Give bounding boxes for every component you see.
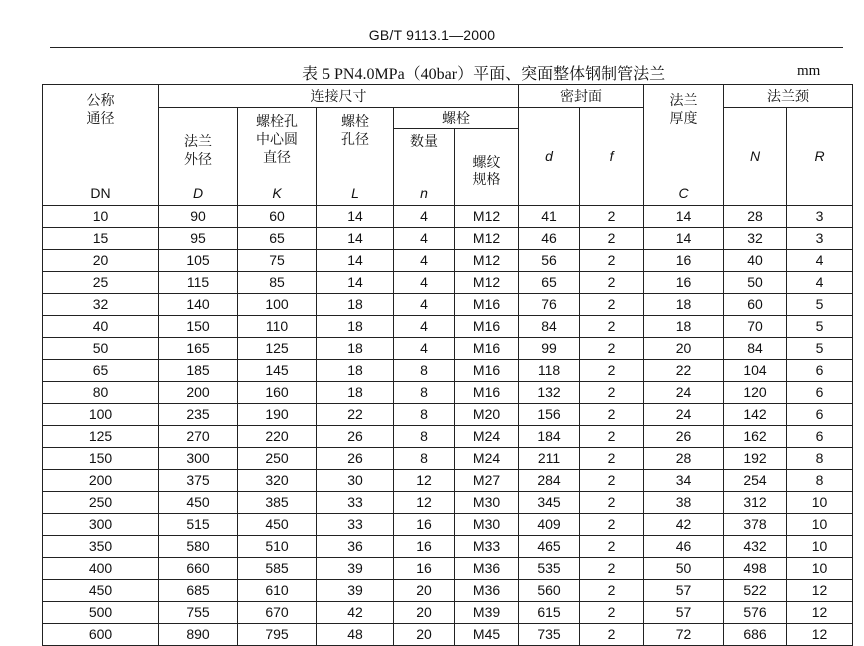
cell-neck-r: 12 <box>787 624 853 646</box>
cell-bolt-circle: 510 <box>238 536 317 558</box>
cell-neck-n: 498 <box>724 558 787 580</box>
cell-seal-d: 465 <box>519 536 580 558</box>
cell-neck-n: 522 <box>724 580 787 602</box>
cell-seal-f: 2 <box>580 492 644 514</box>
cell-bolt-hole: 33 <box>317 492 394 514</box>
cell-dn: 200 <box>43 470 159 492</box>
cell-flange-thickness: 72 <box>644 624 724 646</box>
cell-bolt-quantity: 8 <box>394 448 455 470</box>
cell-seal-f: 2 <box>580 602 644 624</box>
header-outer-diameter-symbol: D <box>192 185 204 202</box>
table-row <box>43 558 853 580</box>
table-row <box>43 338 853 360</box>
cell-bolt-circle: 385 <box>238 492 317 514</box>
header-sealing-face: 密封面 <box>519 85 644 108</box>
cell-neck-r: 10 <box>787 514 853 536</box>
cell-dn: 40 <box>43 316 159 338</box>
cell-bolt-quantity: 16 <box>394 514 455 536</box>
cell-bolt-hole: 14 <box>317 206 394 228</box>
cell-dn: 50 <box>43 338 159 360</box>
unit-label: mm <box>797 63 821 79</box>
cell-outer-diameter: 95 <box>159 228 238 250</box>
header-bolt-quantity <box>394 129 455 206</box>
cell-outer-diameter: 685 <box>159 580 238 602</box>
cell-bolt-hole: 18 <box>317 360 394 382</box>
cell-neck-r: 10 <box>787 492 853 514</box>
cell-seal-f: 2 <box>580 338 644 360</box>
cell-bolt-hole: 30 <box>317 470 394 492</box>
cell-bolt-hole: 14 <box>317 272 394 294</box>
cell-dn: 300 <box>43 514 159 536</box>
cell-bolt-hole: 36 <box>317 536 394 558</box>
cell-bolt-quantity: 4 <box>394 250 455 272</box>
table-caption: 表 5 PN4.0MPa（40bar）平面、突面整体钢制管法兰 <box>302 66 666 83</box>
cell-bolt-circle: 610 <box>238 580 317 602</box>
cell-bolt-hole: 18 <box>317 316 394 338</box>
cell-seal-d: 84 <box>519 316 580 338</box>
cell-neck-n: 60 <box>724 294 787 316</box>
header-bolt-hole-symbol: L <box>351 185 359 202</box>
cell-bolt-quantity: 16 <box>394 536 455 558</box>
cell-seal-d: 211 <box>519 448 580 470</box>
cell-neck-n: 84 <box>724 338 787 360</box>
cell-neck-r: 6 <box>787 382 853 404</box>
cell-bolt-circle: 795 <box>238 624 317 646</box>
header-flange-neck: 法兰颈 <box>724 85 853 108</box>
cell-flange-thickness: 16 <box>644 272 724 294</box>
cell-neck-r: 4 <box>787 272 853 294</box>
header-seal-f: f <box>580 108 644 206</box>
cell-bolt-hole: 14 <box>317 228 394 250</box>
document-header: GB/T 9113.1—2000 <box>368 27 496 43</box>
cell-flange-thickness: 18 <box>644 294 724 316</box>
cell-seal-d: 615 <box>519 602 580 624</box>
cell-neck-r: 8 <box>787 470 853 492</box>
cell-seal-f: 2 <box>580 624 644 646</box>
cell-bolt-quantity: 4 <box>394 272 455 294</box>
cell-outer-diameter: 580 <box>159 536 238 558</box>
cell-outer-diameter: 115 <box>159 272 238 294</box>
cell-dn: 10 <box>43 206 159 228</box>
header-flange-thickness <box>644 85 724 206</box>
table-row <box>43 426 853 448</box>
cell-outer-diameter: 200 <box>159 382 238 404</box>
cell-seal-f: 2 <box>580 448 644 470</box>
cell-seal-d: 56 <box>519 250 580 272</box>
cell-flange-thickness: 18 <box>644 316 724 338</box>
header-outer-diameter <box>159 108 238 206</box>
table-row <box>43 470 853 492</box>
cell-bolt-quantity: 8 <box>394 382 455 404</box>
cell-dn: 600 <box>43 624 159 646</box>
header-seal-d: d <box>519 108 580 206</box>
cell-flange-thickness: 57 <box>644 580 724 602</box>
cell-bolt-hole: 18 <box>317 382 394 404</box>
cell-bolt-circle: 125 <box>238 338 317 360</box>
cell-flange-thickness: 24 <box>644 404 724 426</box>
cell-bolt-quantity: 12 <box>394 470 455 492</box>
table-row <box>43 294 853 316</box>
header-nominal-symbol: DN <box>90 185 111 202</box>
cell-dn: 500 <box>43 602 159 624</box>
header-neck-n: N <box>724 108 787 206</box>
cell-bolt-circle: 190 <box>238 404 317 426</box>
cell-neck-n: 120 <box>724 382 787 404</box>
table-row <box>43 514 853 536</box>
header-bolt-quantity-symbol: n <box>420 185 428 202</box>
cell-bolt-circle: 110 <box>238 316 317 338</box>
cell-dn: 400 <box>43 558 159 580</box>
cell-bolt-quantity: 4 <box>394 316 455 338</box>
cell-bolt-circle: 670 <box>238 602 317 624</box>
table-row <box>43 404 853 426</box>
cell-flange-thickness: 50 <box>644 558 724 580</box>
cell-bolt-hole: 33 <box>317 514 394 536</box>
table-row <box>43 206 853 228</box>
cell-seal-f: 2 <box>580 426 644 448</box>
cell-thread-spec: M12 <box>455 228 519 250</box>
cell-seal-d: 99 <box>519 338 580 360</box>
header-nominal-label: 公称 通径 <box>86 92 115 127</box>
cell-dn: 450 <box>43 580 159 602</box>
cell-bolt-quantity: 4 <box>394 206 455 228</box>
cell-neck-n: 686 <box>724 624 787 646</box>
cell-outer-diameter: 235 <box>159 404 238 426</box>
cell-thread-spec: M45 <box>455 624 519 646</box>
header-bolt-quantity-label: 数量 <box>410 133 438 149</box>
cell-dn: 80 <box>43 382 159 404</box>
cell-outer-diameter: 755 <box>159 602 238 624</box>
cell-neck-n: 28 <box>724 206 787 228</box>
cell-bolt-quantity: 8 <box>394 426 455 448</box>
cell-seal-f: 2 <box>580 470 644 492</box>
cell-flange-thickness: 26 <box>644 426 724 448</box>
cell-seal-d: 560 <box>519 580 580 602</box>
header-flange-thickness-symbol: C <box>678 185 689 202</box>
cell-flange-thickness: 38 <box>644 492 724 514</box>
cell-bolt-hole: 39 <box>317 580 394 602</box>
cell-bolt-circle: 450 <box>238 514 317 536</box>
cell-thread-spec: M12 <box>455 250 519 272</box>
cell-neck-n: 378 <box>724 514 787 536</box>
cell-outer-diameter: 660 <box>159 558 238 580</box>
cell-outer-diameter: 165 <box>159 338 238 360</box>
header-bolt-circle <box>238 108 317 206</box>
cell-thread-spec: M30 <box>455 492 519 514</box>
cell-seal-d: 46 <box>519 228 580 250</box>
cell-bolt-circle: 75 <box>238 250 317 272</box>
cell-neck-r: 6 <box>787 426 853 448</box>
table-row <box>43 536 853 558</box>
cell-outer-diameter: 150 <box>159 316 238 338</box>
cell-bolt-circle: 160 <box>238 382 317 404</box>
cell-seal-d: 184 <box>519 426 580 448</box>
cell-bolt-hole: 26 <box>317 448 394 470</box>
cell-flange-thickness: 34 <box>644 470 724 492</box>
cell-seal-d: 345 <box>519 492 580 514</box>
cell-bolt-hole: 18 <box>317 294 394 316</box>
table-row <box>43 382 853 404</box>
cell-bolt-circle: 85 <box>238 272 317 294</box>
cell-seal-f: 2 <box>580 294 644 316</box>
cell-outer-diameter: 90 <box>159 206 238 228</box>
cell-outer-diameter: 300 <box>159 448 238 470</box>
cell-thread-spec: M12 <box>455 206 519 228</box>
table-row <box>43 492 853 514</box>
cell-neck-r: 5 <box>787 294 853 316</box>
cell-dn: 20 <box>43 250 159 272</box>
header-connection-dimensions: 连接尺寸 <box>159 85 519 108</box>
flange-dimension-table <box>42 84 853 646</box>
cell-seal-d: 535 <box>519 558 580 580</box>
cell-flange-thickness: 42 <box>644 514 724 536</box>
cell-bolt-circle: 65 <box>238 228 317 250</box>
cell-seal-d: 76 <box>519 294 580 316</box>
cell-bolt-hole: 14 <box>317 250 394 272</box>
cell-thread-spec: M20 <box>455 404 519 426</box>
cell-outer-diameter: 140 <box>159 294 238 316</box>
cell-neck-r: 12 <box>787 602 853 624</box>
cell-bolt-quantity: 8 <box>394 404 455 426</box>
cell-neck-n: 142 <box>724 404 787 426</box>
cell-dn: 65 <box>43 360 159 382</box>
cell-seal-f: 2 <box>580 536 644 558</box>
header-thread-spec: 螺纹 规格 <box>455 129 519 206</box>
cell-dn: 25 <box>43 272 159 294</box>
cell-neck-r: 5 <box>787 338 853 360</box>
cell-thread-spec: M30 <box>455 514 519 536</box>
header-bolt-circle-symbol: K <box>272 185 282 202</box>
cell-flange-thickness: 14 <box>644 206 724 228</box>
cell-bolt-quantity: 20 <box>394 580 455 602</box>
cell-neck-n: 50 <box>724 272 787 294</box>
cell-seal-f: 2 <box>580 250 644 272</box>
cell-seal-d: 41 <box>519 206 580 228</box>
cell-neck-n: 312 <box>724 492 787 514</box>
cell-neck-n: 32 <box>724 228 787 250</box>
cell-dn: 15 <box>43 228 159 250</box>
cell-outer-diameter: 890 <box>159 624 238 646</box>
cell-thread-spec: M16 <box>455 338 519 360</box>
cell-seal-f: 2 <box>580 514 644 536</box>
cell-bolt-quantity: 8 <box>394 360 455 382</box>
cell-flange-thickness: 28 <box>644 448 724 470</box>
cell-flange-thickness: 22 <box>644 360 724 382</box>
table-row <box>43 228 853 250</box>
cell-thread-spec: M39 <box>455 602 519 624</box>
cell-bolt-circle: 100 <box>238 294 317 316</box>
header-rule <box>50 47 843 48</box>
cell-bolt-quantity: 4 <box>394 338 455 360</box>
cell-neck-r: 12 <box>787 580 853 602</box>
cell-neck-n: 162 <box>724 426 787 448</box>
cell-seal-d: 284 <box>519 470 580 492</box>
cell-neck-r: 10 <box>787 536 853 558</box>
cell-bolt-hole: 39 <box>317 558 394 580</box>
header-bolt-hole <box>317 108 394 206</box>
cell-seal-f: 2 <box>580 404 644 426</box>
cell-bolt-circle: 60 <box>238 206 317 228</box>
header-bolt-circle-label: 螺栓孔 中心圆 直径 <box>256 113 298 166</box>
cell-dn: 150 <box>43 448 159 470</box>
cell-bolt-circle: 250 <box>238 448 317 470</box>
cell-seal-d: 409 <box>519 514 580 536</box>
cell-flange-thickness: 24 <box>644 382 724 404</box>
cell-seal-f: 2 <box>580 558 644 580</box>
cell-thread-spec: M16 <box>455 316 519 338</box>
cell-thread-spec: M16 <box>455 294 519 316</box>
header-nominal-diameter <box>43 85 159 206</box>
header-neck-r: R <box>787 108 853 206</box>
cell-bolt-quantity: 20 <box>394 602 455 624</box>
cell-seal-f: 2 <box>580 228 644 250</box>
cell-bolt-quantity: 12 <box>394 492 455 514</box>
cell-neck-r: 3 <box>787 228 853 250</box>
cell-outer-diameter: 185 <box>159 360 238 382</box>
cell-bolt-quantity: 4 <box>394 228 455 250</box>
cell-bolt-hole: 26 <box>317 426 394 448</box>
cell-seal-d: 735 <box>519 624 580 646</box>
cell-outer-diameter: 105 <box>159 250 238 272</box>
cell-flange-thickness: 46 <box>644 536 724 558</box>
cell-dn: 125 <box>43 426 159 448</box>
table-row <box>43 624 853 646</box>
cell-flange-thickness: 16 <box>644 250 724 272</box>
cell-bolt-circle: 145 <box>238 360 317 382</box>
cell-dn: 32 <box>43 294 159 316</box>
cell-neck-n: 192 <box>724 448 787 470</box>
cell-bolt-hole: 42 <box>317 602 394 624</box>
cell-dn: 350 <box>43 536 159 558</box>
cell-bolt-hole: 22 <box>317 404 394 426</box>
cell-seal-f: 2 <box>580 206 644 228</box>
cell-neck-r: 10 <box>787 558 853 580</box>
cell-thread-spec: M36 <box>455 558 519 580</box>
cell-thread-spec: M12 <box>455 272 519 294</box>
table-row <box>43 602 853 624</box>
table-row <box>43 448 853 470</box>
header-outer-diameter-label: 法兰 外径 <box>184 133 212 168</box>
cell-seal-f: 2 <box>580 382 644 404</box>
cell-neck-r: 5 <box>787 316 853 338</box>
table-body <box>43 206 853 646</box>
cell-neck-n: 576 <box>724 602 787 624</box>
table-row <box>43 580 853 602</box>
cell-neck-r: 6 <box>787 360 853 382</box>
cell-bolt-hole: 48 <box>317 624 394 646</box>
cell-seal-f: 2 <box>580 580 644 602</box>
cell-seal-d: 156 <box>519 404 580 426</box>
cell-bolt-circle: 220 <box>238 426 317 448</box>
cell-neck-n: 104 <box>724 360 787 382</box>
cell-neck-n: 254 <box>724 470 787 492</box>
cell-neck-r: 3 <box>787 206 853 228</box>
cell-seal-f: 2 <box>580 272 644 294</box>
header-bolt-hole-label: 螺栓 孔径 <box>341 113 369 148</box>
cell-seal-d: 118 <box>519 360 580 382</box>
cell-outer-diameter: 270 <box>159 426 238 448</box>
cell-outer-diameter: 515 <box>159 514 238 536</box>
cell-thread-spec: M33 <box>455 536 519 558</box>
cell-neck-n: 432 <box>724 536 787 558</box>
header-flange-thickness-label: 法兰 厚度 <box>669 92 698 127</box>
cell-outer-diameter: 450 <box>159 492 238 514</box>
cell-thread-spec: M27 <box>455 470 519 492</box>
cell-flange-thickness: 20 <box>644 338 724 360</box>
cell-thread-spec: M24 <box>455 448 519 470</box>
cell-thread-spec: M16 <box>455 382 519 404</box>
cell-bolt-hole: 18 <box>317 338 394 360</box>
cell-neck-r: 8 <box>787 448 853 470</box>
cell-dn: 250 <box>43 492 159 514</box>
cell-thread-spec: M16 <box>455 360 519 382</box>
cell-thread-spec: M36 <box>455 580 519 602</box>
cell-neck-n: 70 <box>724 316 787 338</box>
cell-bolt-circle: 585 <box>238 558 317 580</box>
cell-flange-thickness: 57 <box>644 602 724 624</box>
cell-neck-n: 40 <box>724 250 787 272</box>
cell-outer-diameter: 375 <box>159 470 238 492</box>
table-row <box>43 360 853 382</box>
table-row <box>43 250 853 272</box>
cell-seal-d: 132 <box>519 382 580 404</box>
cell-dn: 100 <box>43 404 159 426</box>
cell-neck-r: 4 <box>787 250 853 272</box>
header-bolt: 螺栓 <box>394 108 519 129</box>
cell-bolt-quantity: 4 <box>394 294 455 316</box>
cell-bolt-quantity: 20 <box>394 624 455 646</box>
table-row <box>43 272 853 294</box>
cell-seal-f: 2 <box>580 360 644 382</box>
cell-bolt-circle: 320 <box>238 470 317 492</box>
cell-flange-thickness: 14 <box>644 228 724 250</box>
cell-seal-d: 65 <box>519 272 580 294</box>
table-row <box>43 316 853 338</box>
cell-bolt-quantity: 16 <box>394 558 455 580</box>
cell-seal-f: 2 <box>580 316 644 338</box>
cell-thread-spec: M24 <box>455 426 519 448</box>
cell-neck-r: 6 <box>787 404 853 426</box>
